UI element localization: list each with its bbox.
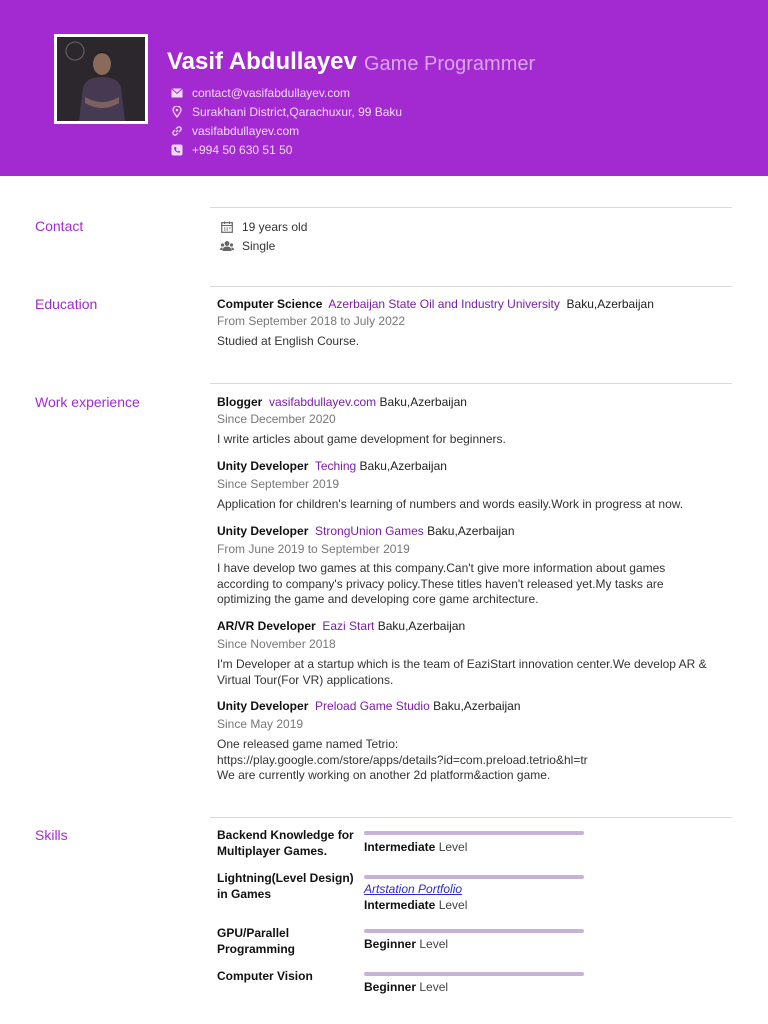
- skill-level: [364, 840, 467, 854]
- education-section-title: Education: [35, 296, 98, 312]
- job-org[interactable]: vasifabdullayev.com: [269, 395, 377, 409]
- education-location: Baku,Azerbaijan: [566, 297, 654, 311]
- profile-photo: [54, 34, 148, 124]
- skill-level-bar: [364, 831, 584, 835]
- calendar-icon: [220, 220, 234, 234]
- job-location: Baku,Azerbaijan: [427, 524, 515, 538]
- skill-level-fill: [364, 875, 584, 879]
- contact-section-title: Contact: [35, 218, 84, 234]
- skill-level-value: Intermediate: [364, 898, 436, 912]
- skill-level-fill: [364, 831, 584, 835]
- artstation-portfolio-link[interactable]: Artstation Portfolio: [364, 882, 463, 896]
- job-date: Since September 2019: [217, 477, 340, 491]
- skill-level: [364, 980, 448, 994]
- job-description: I'm Developer at a startup which is the team of EaziStart innovation center.We develop AR & Virtual Tour(For VR) applications.: [217, 657, 707, 687]
- job-role: Blogger: [217, 395, 263, 409]
- status-line: [220, 239, 275, 253]
- skill-level-bar: [364, 929, 584, 933]
- skill-level-suffix: Level: [419, 980, 449, 994]
- skill-name: Lightning(Level Design) in Games: [217, 871, 354, 901]
- age-line: [220, 220, 307, 234]
- skill-level: [364, 898, 467, 912]
- job-location: Baku,Azerbaijan: [379, 395, 467, 409]
- education-divider: [210, 286, 732, 287]
- education-note: Studied at English Course.: [217, 334, 360, 348]
- skill-level-value: Beginner: [364, 980, 417, 994]
- phone-icon: [170, 143, 184, 157]
- skill-level-fill: [364, 929, 584, 933]
- job-org[interactable]: Eazi Start: [322, 619, 375, 633]
- job-org[interactable]: Teching: [314, 459, 357, 473]
- website-text[interactable]: vasifabdullayev.com: [192, 124, 300, 138]
- skill-level-fill: [364, 972, 584, 976]
- job-header: [217, 524, 515, 538]
- status-text: Single: [242, 239, 276, 253]
- skill-level-suffix: Level: [438, 840, 468, 854]
- job-location: Baku,Azerbaijan: [377, 619, 466, 633]
- person-name: Vasif Abdullayev: [167, 48, 357, 75]
- skill-level-value: Intermediate: [364, 840, 436, 854]
- job-description: I have develop two games at this company.Can't give more information about games according to company's privacy policy.These titles haven't released yet.My tasks are optimizing the game and developing core game architecture.: [217, 561, 666, 606]
- users-icon: [220, 239, 234, 253]
- phone-text[interactable]: +994 50 630 51 50: [192, 143, 293, 157]
- job-description-line: One released game named Tetrio:: [217, 737, 399, 751]
- profile-photo-image: [57, 37, 145, 121]
- age-text: 19 years old: [242, 220, 308, 234]
- envelope-icon: [170, 86, 184, 100]
- phone-line[interactable]: [170, 141, 292, 159]
- education-entry-header: [217, 297, 654, 311]
- header-banner: [0, 0, 768, 176]
- job-org[interactable]: Preload Game Studio: [315, 699, 430, 713]
- skill-name: Backend Knowledge for Multiplayer Games.: [217, 828, 354, 858]
- skill-name: GPU/Parallel Programming: [217, 926, 296, 956]
- website-line[interactable]: [170, 122, 299, 140]
- contact-divider: [210, 207, 732, 208]
- job-description: Application for children's learning of numbers and words easily.Work in progress at now.: [217, 497, 684, 511]
- email-text[interactable]: contact@vasifabdullayev.com: [192, 86, 351, 100]
- job-date: Since May 2019: [217, 717, 304, 731]
- job-role: Unity Developer: [217, 699, 309, 713]
- job-role: Unity Developer: [217, 459, 309, 473]
- skill-level-value: Beginner: [364, 937, 417, 951]
- skills-divider: [210, 817, 732, 818]
- work-divider: [210, 383, 732, 384]
- education-date: From September 2018 to July 2022: [217, 314, 406, 328]
- work-section-title: Work experience: [35, 394, 140, 410]
- job-org[interactable]: StrongUnion Games: [315, 524, 424, 538]
- map-pin-icon: [170, 105, 184, 119]
- job-role: AR/VR Developer: [217, 619, 316, 633]
- job-date: Since December 2020: [217, 412, 336, 426]
- skill-level-bar: [364, 875, 584, 879]
- job-header: [217, 459, 447, 473]
- skill-name: Computer Vision: [217, 969, 313, 983]
- skill-level-suffix: Level: [419, 937, 449, 951]
- job-role: Unity Developer: [217, 524, 309, 538]
- address-line: [170, 103, 402, 121]
- job-location: Baku,Azerbaijan: [359, 459, 447, 473]
- skill-level-bar: [364, 972, 584, 976]
- job-date: Since November 2018: [217, 637, 336, 651]
- address-text: Surakhani District,Qarachuxur, 99 Baku: [192, 105, 403, 119]
- job-header: [217, 395, 467, 409]
- link-icon: [170, 124, 184, 138]
- email-line[interactable]: [170, 84, 350, 102]
- job-header: [217, 699, 521, 713]
- job-description-line: https://play.google.com/store/apps/details?id=com.preload.tetrio&hl=tr: [217, 752, 588, 767]
- job-description: I write articles about game development for beginners.: [217, 432, 506, 446]
- skills-section-title: Skills: [35, 827, 68, 843]
- skill-level-suffix: Level: [438, 898, 468, 912]
- person-role: Game Programmer: [364, 53, 536, 75]
- job-header: [217, 619, 465, 633]
- skill-level: [364, 937, 448, 951]
- job-description: [217, 737, 717, 784]
- job-description-line: We are currently working on another 2d platform&action game.: [217, 768, 551, 782]
- job-location: Baku,Azerbaijan: [433, 699, 521, 713]
- job-date: From June 2019 to September 2019: [217, 542, 410, 556]
- education-school[interactable]: Azerbaijan State Oil and Industry University: [328, 297, 560, 311]
- education-degree: Computer Science: [217, 297, 323, 311]
